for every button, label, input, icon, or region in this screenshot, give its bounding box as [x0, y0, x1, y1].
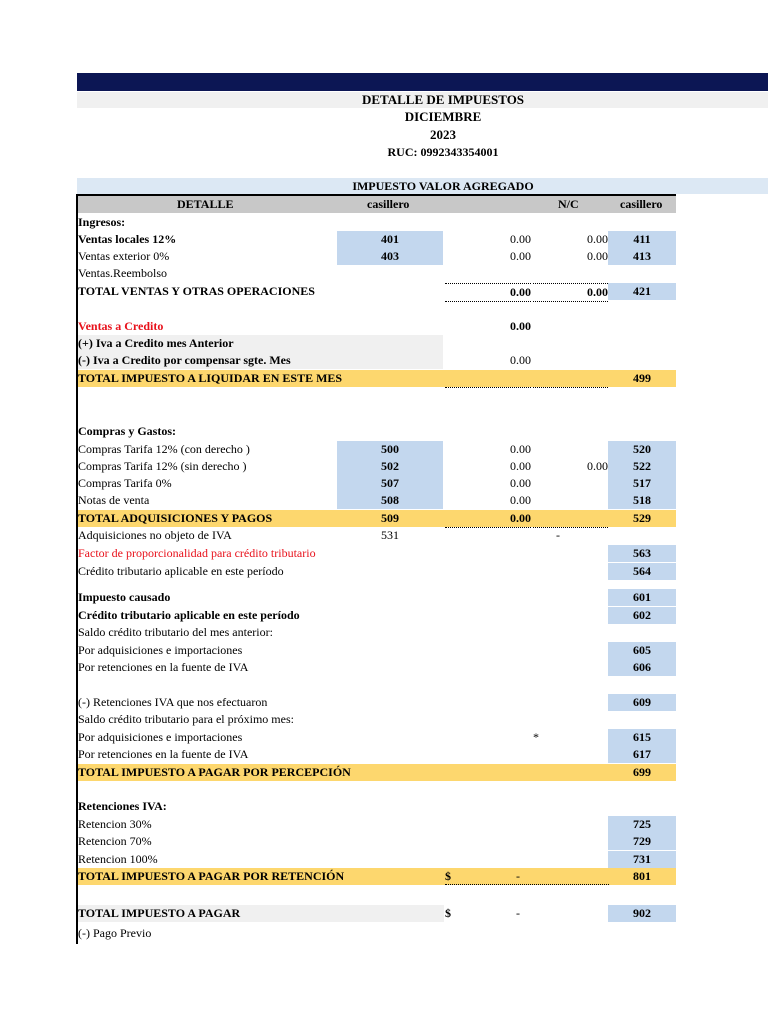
casillero-cell: 507 — [337, 475, 443, 492]
casillero2-cell: 609 — [608, 694, 676, 711]
col-nc: N/C — [558, 197, 579, 211]
casillero-cell: 509 — [381, 511, 399, 525]
row-credito-aplicable — [78, 563, 676, 580]
row-total-adquisiciones — [78, 510, 676, 527]
row-label: Compras Tarifa 12% (sin derecho ) — [78, 459, 247, 473]
row-label: (-) Iva a Credito por compensar sgte. Mes — [78, 353, 291, 367]
row-retenciones-no — [78, 694, 676, 711]
casillero2-cell: 699 — [633, 765, 651, 779]
asterisk-mark: * — [533, 730, 539, 744]
row-impuesto-causado — [78, 589, 676, 606]
casillero-cell: 531 — [381, 528, 399, 542]
casillero2-cell: 563 — [608, 545, 676, 562]
row-por-adq-1 — [78, 642, 676, 659]
row-label: Retencion 70% — [78, 834, 152, 848]
row-total-pagar — [78, 905, 676, 922]
row-label: (+) Iva a Credito mes Anterior — [78, 336, 234, 350]
row-label: Ventas a Credito — [78, 319, 164, 333]
value-cell: - — [556, 528, 560, 542]
currency-symbol: $ — [445, 869, 451, 883]
row-label: TOTAL IMPUESTO A PAGAR POR PERCEPCIÓN — [78, 765, 351, 779]
row-saldo-anterior — [78, 624, 676, 641]
row-ventas-locales — [78, 231, 676, 248]
row-label: Por retenciones en la fuente de IVA — [78, 747, 249, 761]
row-ventas-credito — [78, 318, 676, 335]
row-pago-previo — [78, 925, 676, 942]
row-label: Notas de venta — [78, 493, 150, 507]
row-total-retencion — [78, 868, 676, 885]
casillero2-cell: 518 — [608, 492, 676, 509]
value-cell: 0.00 — [510, 493, 531, 507]
row-label: Por retenciones en la fuente de IVA — [78, 660, 249, 674]
row-por-ret-1 — [78, 659, 676, 676]
row-label: Ventas locales 12% — [78, 232, 177, 246]
row-label: Por adquisiciones e importaciones — [78, 643, 243, 657]
row-label: (-) Pago Previo — [78, 926, 152, 940]
row-label: Compras y Gastos: — [78, 424, 176, 438]
row-total-ventas — [78, 283, 676, 300]
casillero-cell: 401 — [337, 231, 443, 248]
header-bar — [77, 73, 768, 91]
nc-cell: 0.00 — [587, 249, 608, 263]
casillero2-cell: 522 — [608, 458, 676, 475]
doc-title: DETALLE DE IMPUESTOS — [361, 92, 525, 107]
nc-cell-empty — [533, 510, 608, 528]
row-total-liquidar — [78, 370, 676, 387]
casillero2-cell: 517 — [608, 475, 676, 492]
casillero2-cell: 564 — [608, 563, 676, 580]
row-iva-credito-compensar — [78, 352, 676, 369]
row-label: Compras Tarifa 12% (con derecho ) — [78, 442, 250, 456]
row-label: Ventas exterior 0% — [78, 249, 170, 263]
value-cell: 0.00 — [510, 232, 531, 246]
row-saldo-proximo — [78, 711, 676, 728]
column-header-row — [77, 196, 676, 213]
casillero2-cell: 413 — [608, 248, 676, 265]
col-casillero: casillero — [367, 197, 410, 211]
row-iva-credito-anterior — [78, 335, 676, 352]
row-ret-30 — [78, 816, 676, 833]
value-cell: 0.00 — [445, 510, 531, 528]
nc-cell: 0.00 — [533, 283, 608, 302]
row-label: Crédito tributario aplicable en este período — [78, 564, 284, 578]
value-cell-empty — [445, 370, 531, 388]
casillero2-cell: 602 — [608, 607, 676, 624]
row-notas-venta — [78, 492, 676, 509]
row-por-ret-2 — [78, 746, 676, 763]
col-casillero2: casillero — [620, 197, 663, 211]
nc-cell-empty — [533, 370, 608, 388]
casillero-cell: 403 — [337, 248, 443, 265]
row-label: (-) Retenciones IVA que nos efectuaron — [78, 695, 268, 709]
row-ret-100 — [78, 851, 676, 868]
value-cell: 0.00 — [510, 442, 531, 456]
row-factor-prop — [78, 545, 676, 562]
casillero2-cell: 729 — [608, 833, 676, 850]
row-label: TOTAL IMPUESTO A PAGAR POR RETENCIÓN — [78, 869, 345, 883]
row-label: Adquisiciones no objeto de IVA — [78, 528, 232, 542]
row-label: Retencion 30% — [78, 817, 152, 831]
row-label: Impuesto causado — [78, 590, 171, 604]
casillero2-cell: 801 — [633, 869, 651, 883]
row-label: Por adquisiciones e importaciones — [78, 730, 243, 744]
row-compras-12-con — [78, 441, 676, 458]
col-detalle: DETALLE — [177, 197, 234, 211]
row-por-adq-2 — [78, 729, 676, 746]
value-cell: - — [516, 869, 520, 883]
row-compras-12-sin — [78, 458, 676, 475]
section-ingresos — [78, 214, 676, 231]
row-label: Ventas.Reembolso — [78, 266, 167, 280]
section-retenciones — [78, 798, 676, 815]
currency-symbol: $ — [445, 906, 451, 920]
casillero2-cell: 421 — [608, 283, 676, 300]
row-ventas-reembolso — [78, 265, 676, 282]
casillero-cell: 508 — [337, 492, 443, 509]
row-ventas-exterior — [78, 248, 676, 265]
row-label: Saldo crédito tributario para el próximo mes: — [78, 712, 294, 726]
value-cell: 0.00 — [510, 353, 531, 367]
row-label: Retencion 100% — [78, 852, 158, 866]
casillero2-cell: 605 — [608, 642, 676, 659]
casillero2-cell: 902 — [608, 905, 676, 922]
casillero2-cell: 529 — [633, 511, 651, 525]
row-ret-70 — [78, 833, 676, 850]
value-cell: 0.00 — [510, 459, 531, 473]
value-cell: 0.00 — [510, 319, 531, 333]
casillero2-cell: 606 — [608, 659, 676, 676]
row-label: Factor de proporcionalidad para crédito tributario — [78, 546, 316, 560]
value-cell: 0.00 — [510, 476, 531, 490]
row-label: TOTAL IMPUESTO A LIQUIDAR EN ESTE MES — [78, 371, 343, 385]
row-label: TOTAL ADQUISICIONES Y PAGOS — [78, 511, 273, 525]
row-label: Saldo crédito tributario del mes anterior: — [78, 625, 273, 639]
row-label: Ingresos: — [78, 215, 126, 229]
row-total-percepcion — [78, 764, 676, 781]
casillero2-cell: 725 — [608, 816, 676, 833]
nc-cell: 0.00 — [587, 232, 608, 246]
row-label: TOTAL VENTAS Y OTRAS OPERACIONES — [78, 284, 315, 298]
row-label: TOTAL IMPUESTO A PAGAR — [78, 906, 241, 920]
doc-year: 2023 — [430, 127, 456, 142]
doc-ruc: RUC: 0992343354001 — [387, 145, 499, 159]
iva-title: IMPUESTO VALOR AGREGADO — [352, 179, 534, 193]
nc-cell: 0.00 — [587, 459, 608, 473]
casillero2-cell: 411 — [608, 231, 676, 248]
row-credito-aplicable-b — [78, 607, 676, 624]
doc-month: DICIEMBRE — [404, 109, 482, 124]
row-label: Compras Tarifa 0% — [78, 476, 172, 490]
casillero2-cell: 499 — [633, 371, 651, 385]
casillero2-cell: 617 — [608, 746, 676, 763]
casillero-cell: 502 — [337, 458, 443, 475]
value-cell: - — [516, 906, 520, 920]
casillero2-cell: 615 — [608, 729, 676, 746]
row-label: Retenciones IVA: — [78, 799, 167, 813]
casillero2-cell: 601 — [608, 589, 676, 606]
section-compras — [78, 423, 676, 440]
row-adq-no-objeto — [78, 527, 676, 544]
casillero-cell: 500 — [337, 441, 443, 458]
value-cell: 0.00 — [445, 283, 531, 302]
row-compras-0 — [78, 475, 676, 492]
row-label: Crédito tributario aplicable en este período — [78, 608, 300, 622]
value-cell: 0.00 — [510, 249, 531, 263]
casillero2-cell: 520 — [608, 441, 676, 458]
casillero2-cell: 731 — [608, 851, 676, 868]
